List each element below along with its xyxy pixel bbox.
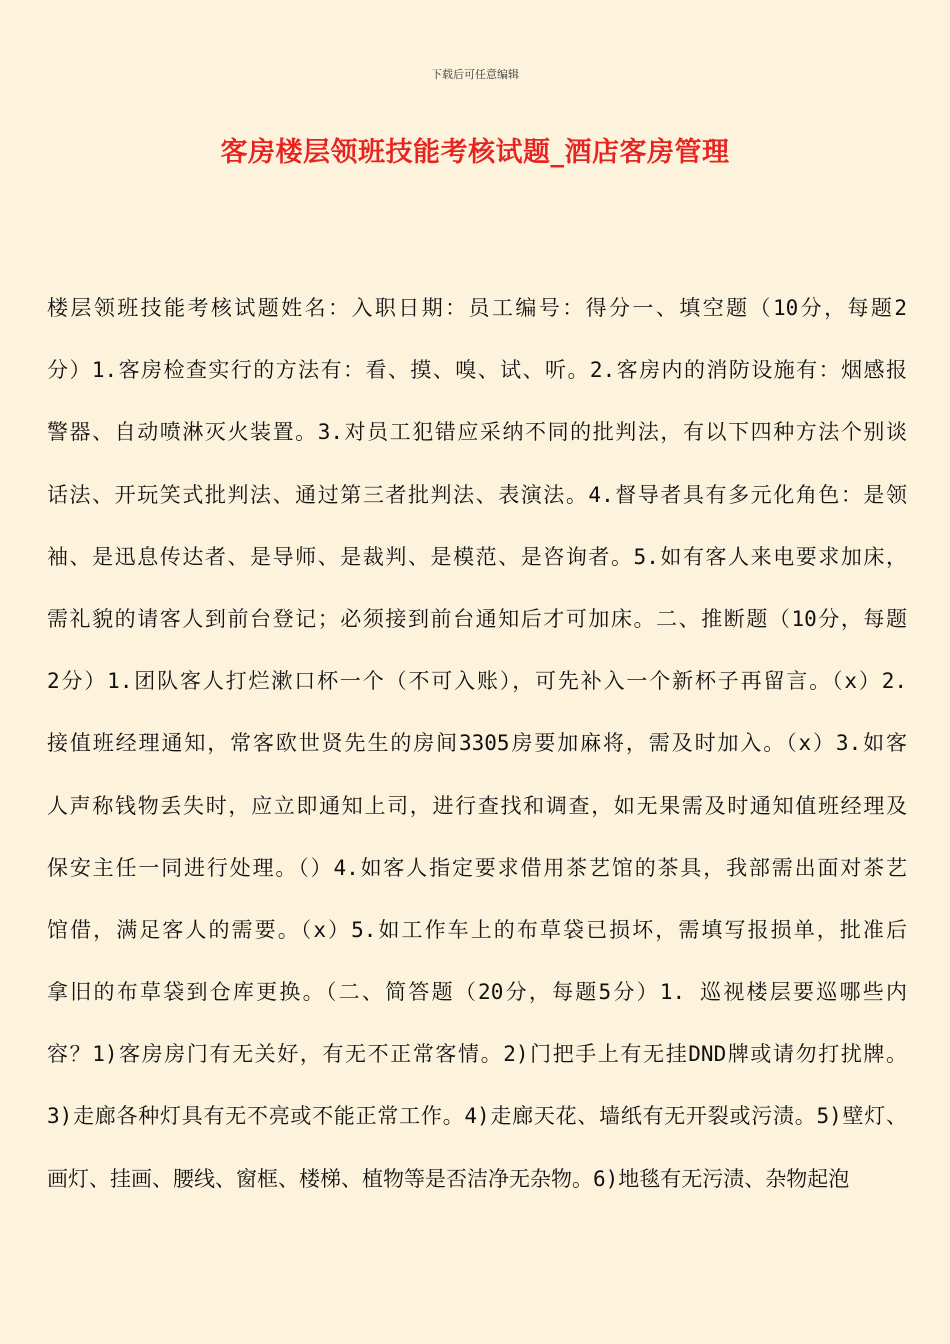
body-line: 3)走廊各种灯具有无不亮或不能正常工作。4)走廊天花、墙纸有无开裂或污渍。5)壁灯、 — [47, 1104, 907, 1129]
body-line: 楼层领班技能考核试题姓名：入职日期：员工编号：得分一、填空题（10分，每题2 — [47, 296, 907, 320]
body-line: 画灯、挂画、腰线、窗框、楼梯、植物等是否洁净无杂物。6)地毯有无污渍、杂物起泡 — [47, 1166, 850, 1191]
body-line: 话法、开玩笑式批判法、通过第三者批判法、表演法。4.督导者具有多元化角色：是领 — [47, 482, 907, 507]
document-body — [47, 277, 907, 1210]
body-line: 馆借，满足客人的需要。（x）5.如工作车上的布草袋已损坏，需填写报损单，批准后 — [47, 917, 907, 942]
body-line: 袖、是迅息传达者、是导师、是裁判、是模范、是咨询者。5.如有客人来电要求加床， — [47, 544, 907, 569]
body-line: 需礼貌的请客人到前台登记；必须接到前台通知后才可加床。二、推断题（10分，每题 — [47, 606, 907, 631]
body-line: 2分）1.团队客人打烂漱口杯一个（不可入账），可先补入一个新杯子再留言。（x）2. — [47, 669, 907, 694]
header-note: 下载后可任意编辑 — [431, 68, 519, 81]
body-line: 分）1.客房检查实行的方法有：看、摸、嗅、试、听。2.客房内的消防设施有：烟感报 — [47, 358, 907, 383]
body-line: 保安主任一同进行处理。（）4.如客人指定要求借用茶艺馆的茶具，我部需出面对茶艺 — [47, 855, 907, 880]
body-line: 拿旧的布草袋到仓库更换。（二、简答题（20分，每题5分）1. 巡视楼层要巡哪些内 — [47, 980, 907, 1005]
body-line: 人声称钱物丢失时，应立即通知上司，进行查找和调查，如无果需及时通知值班经理及 — [47, 793, 907, 818]
body-line: 容？1)客房房门有无关好，有无不正常客情。2)门把手上有无挂DND牌或请勿打扰牌。 — [47, 1042, 907, 1067]
body-line: 接值班经理通知，常客欧世贤先生的房间3305房要加麻将，需及时加入。（x）3.如客 — [47, 731, 907, 756]
body-line: 警器、自动喷淋灭火装置。3.对员工犯错应采纳不同的批判法，有以下四种方法个别谈 — [47, 420, 907, 445]
document-title: 客房楼层领班技能考核试题_酒店客房管理 — [220, 137, 730, 168]
